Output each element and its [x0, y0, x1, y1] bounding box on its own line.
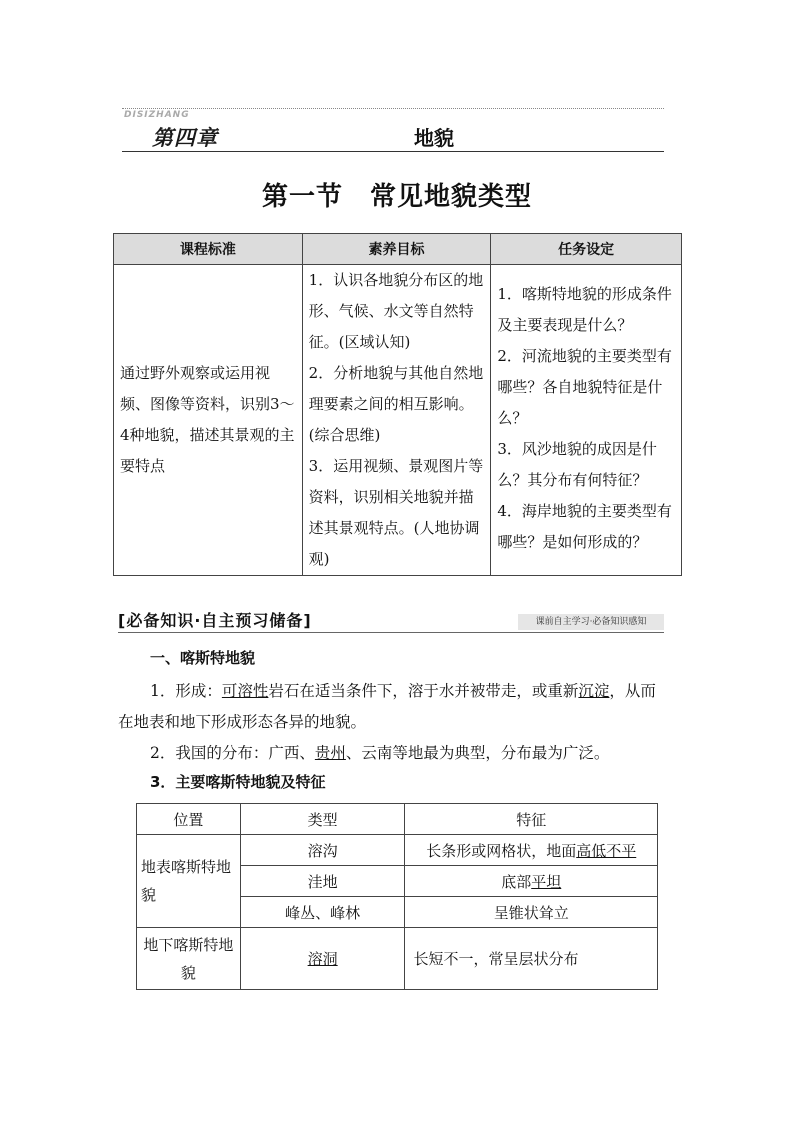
underground-karst-label: 地下喀斯特地貌 [137, 928, 241, 990]
objectives-header-tasks: 任务设定 [491, 234, 682, 265]
formation-text: 岩石在适当条件下，溶于水并被带走，或重新 [268, 682, 579, 700]
curriculum-standard-text: 通过野外观察或运用视频、图像等资料，识别3～4种地貌，描述其景观的主要特点 [120, 364, 295, 475]
karst-header-type: 类型 [240, 804, 405, 835]
formation-text-end: ，从而在地表和地下形成形态各异的地貌。 [118, 682, 656, 731]
distribution-label: 2．我国的分布：广西、 [150, 744, 315, 762]
karst-heading: 一、喀斯特地貌 [150, 649, 256, 667]
karst-type-blank: 溶洞 [307, 950, 338, 968]
curriculum-standard-cell [114, 265, 303, 576]
goal-item: 3．运用视频、景观图片等资料，识别相关地貌并描述其景观特点。(人地协调观) [308, 457, 484, 568]
chapter-rule [122, 151, 664, 152]
karst-header-feature: 特征 [405, 804, 658, 835]
karst-type-cell: 洼地 [240, 866, 405, 897]
formation-blank-soluble: 可溶性 [221, 682, 269, 700]
karst-types-heading: 3．主要喀斯特地貌及特征 [150, 773, 326, 791]
karst-landform-table [136, 803, 658, 990]
task-item: 2．河流地貌的主要类型有哪些？各自地貌特征是什么？ [497, 347, 672, 427]
feature-text: 呈锥状耸立 [493, 903, 569, 922]
objectives-table [113, 233, 682, 576]
feature-blank: 高低不平 [576, 841, 637, 860]
karst-type-cell [240, 928, 405, 990]
knowledge-banner: [必备知识·自主预习储备] [118, 611, 312, 630]
distribution-text: 、云南等地最为典型，分布最为广泛。 [345, 744, 610, 762]
feature-blank: 平坦 [531, 872, 562, 891]
goals-cell [302, 265, 491, 576]
karst-type-cell: 溶沟 [240, 835, 405, 866]
objectives-header-standard: 课程标准 [114, 234, 303, 265]
karst-feature-cell: 长短不一，常呈层状分布 [405, 928, 658, 990]
feature-text: 长条形或网格状，地面 [426, 841, 577, 860]
banner-rule [118, 632, 664, 633]
karst-distribution-paragraph [118, 738, 668, 769]
knowledge-banner-tag: 课前自主学习·必备知识感知 [518, 614, 664, 630]
karst-feature-cell [405, 897, 658, 928]
chapter-en-label: DISIZHANG [124, 110, 190, 120]
karst-feature-cell [405, 866, 658, 897]
task-item: 3．风沙地貌的成因是什么？其分布有何特征？ [497, 440, 657, 489]
formation-blank-deposit: 沉淀 [578, 682, 610, 700]
task-item: 1．喀斯特地貌的形成条件及主要表现是什么？ [497, 285, 672, 334]
distribution-blank-guizhou: 贵州 [314, 744, 346, 762]
karst-type-cell: 峰丛、峰林 [240, 897, 405, 928]
karst-header-location: 位置 [137, 804, 241, 835]
feature-text: 底部 [501, 872, 532, 891]
chapter-title: 地貌 [414, 126, 454, 150]
tasks-cell [491, 265, 682, 576]
karst-feature-cell [405, 835, 658, 866]
section-title: 第一节 常见地貌类型 [261, 182, 532, 212]
objectives-header-goals: 素养目标 [302, 234, 491, 265]
surface-karst-label: 地表喀斯特地貌 [137, 835, 241, 928]
goal-item: 2．分析地貌与其他自然地理要素之间的相互影响。(综合思维) [308, 364, 484, 444]
formation-label: 1．形成： [150, 682, 222, 700]
task-item: 4．海岸地貌的主要类型有哪些？是如何形成的？ [497, 502, 672, 551]
chapter-badge: 第四章 [152, 126, 218, 150]
karst-formation-paragraph [118, 676, 668, 738]
chapter-top-rule [122, 108, 664, 109]
goal-item: 1．认识各地貌分布区的地形、气候、水文等自然特征。(区域认知) [308, 271, 484, 351]
